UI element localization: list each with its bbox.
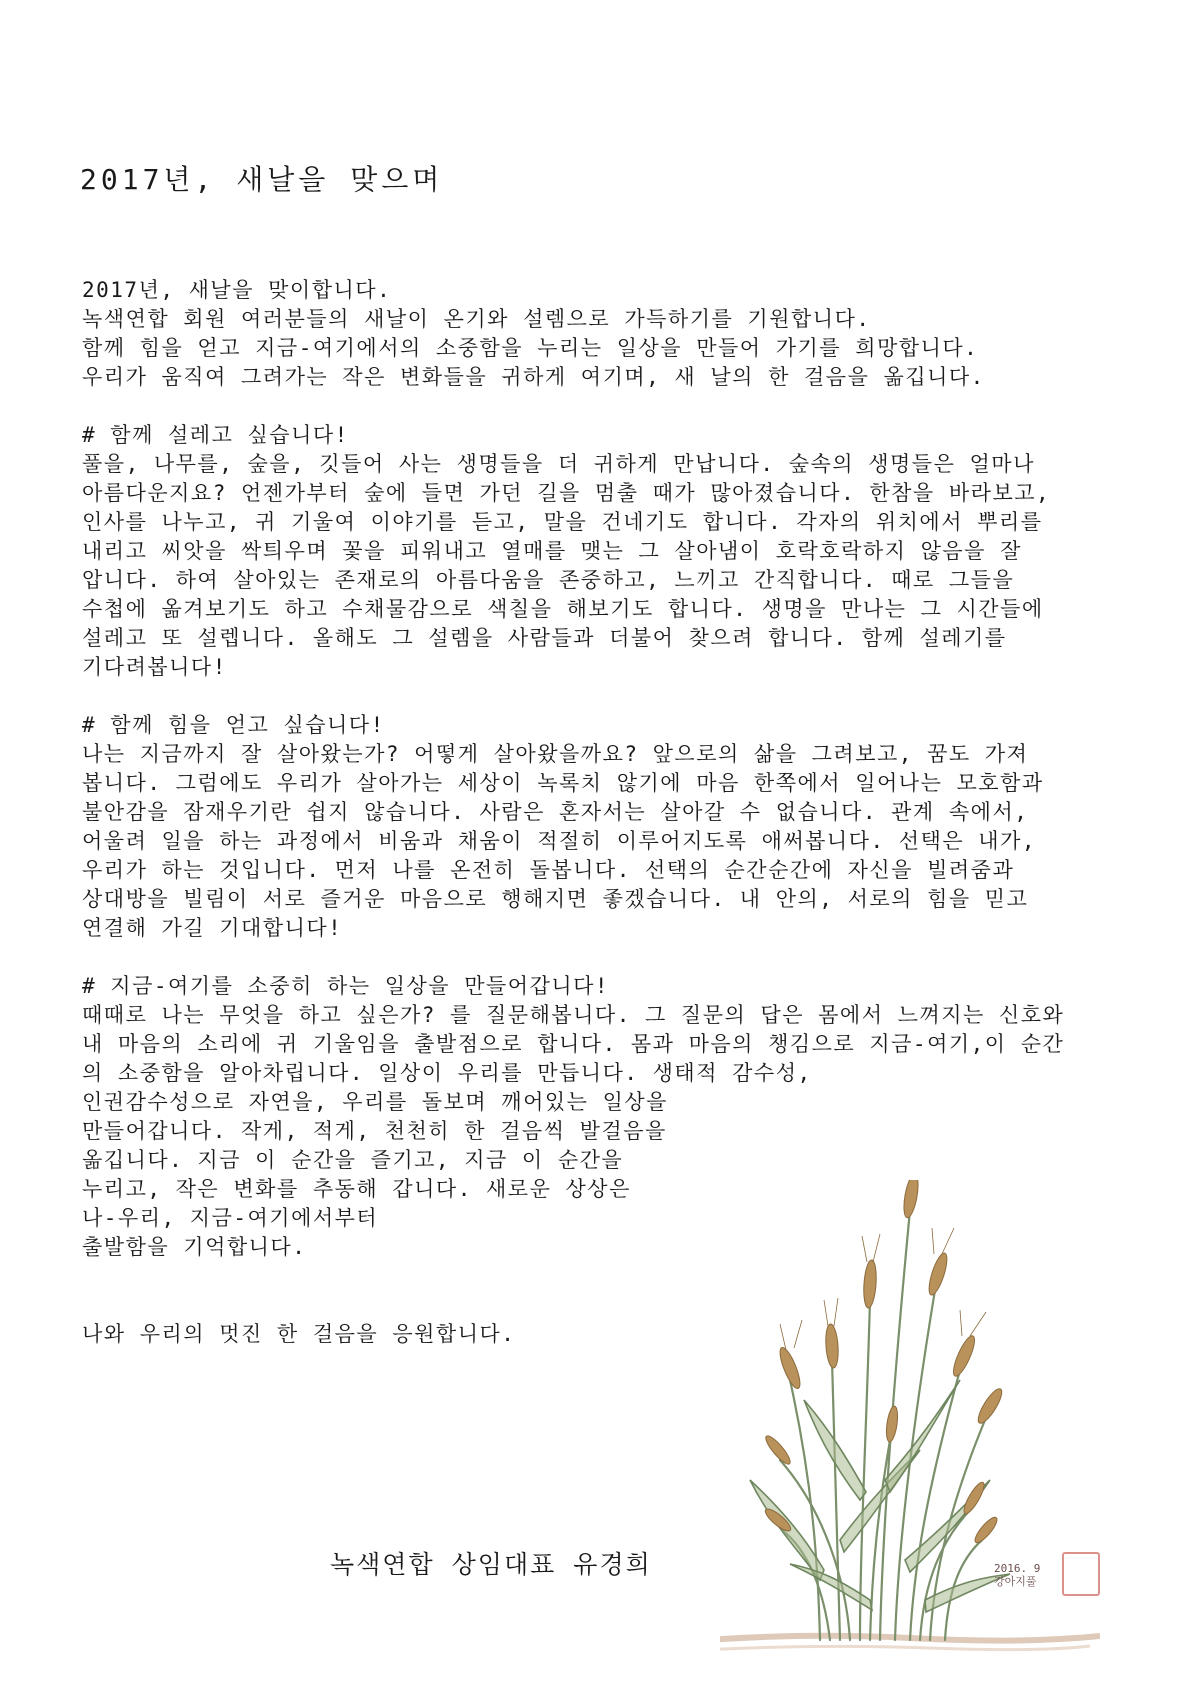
body-line: 압니다. 하여 살아있는 존재로의 아름다움을 존중하고, 느끼고 간직합니다. 때로 그들을 (82, 568, 1015, 592)
body-line: 풀을, 나무를, 숲을, 깃들어 사는 생명들을 더 귀하게 만납니다. 숲속의 생명들은 얼마나 (82, 452, 1035, 476)
body-line: 설레고 또 설렙니다. 올해도 그 설렘을 사람들과 더불어 찾으려 합니다. 함께 설레기를 (82, 626, 1007, 650)
body-line: 옮깁니다. 지금 이 순간을 즐기고, 지금 이 순간을 (82, 1148, 624, 1172)
body-line: 수첩에 옮겨보기도 하고 수채물감으로 색칠을 해보기도 합니다. 생명을 만나는 그 시간들에 (82, 597, 1044, 621)
section-heading: # 지금-여기를 소중히 하는 일상을 만들어갑니다! (82, 974, 610, 998)
letter-title: 2017년, 새날을 맞으며 (80, 163, 444, 196)
paragraph-gap (82, 392, 1142, 421)
signature-line: 녹색연합 상임대표 유경희 (330, 1550, 652, 1579)
body-line: 인사를 나누고, 귀 기울여 이야기를 듣고, 말을 건네기도 합니다. 각자의 위치에서 뿌리를 (82, 510, 1043, 534)
section-heading: # 함께 힘을 얻고 싶습니다! (82, 713, 385, 737)
paragraph-gap (82, 943, 1142, 972)
ground-stroke-2 (720, 1646, 1090, 1650)
body-line: 2017년, 새날을 맞이합니다. (82, 278, 392, 302)
body-line: 어울려 일을 하는 과정에서 비움과 채움이 적절히 이루어지도록 애써봅니다. 선택은 내가, (82, 829, 1037, 853)
body-line: 만들어갑니다. 작게, 적게, 천천히 한 걸음씩 발걸음을 (82, 1119, 667, 1143)
body-line: 나-우리, 지금-여기에서부터 (82, 1206, 379, 1230)
body-line: 기다려봅니다! (82, 655, 227, 679)
wheat-grass-illustration (720, 1180, 1100, 1660)
artist-seal-stamp (1062, 1552, 1100, 1596)
artist-note-name: 강아지풀 (994, 1575, 1037, 1588)
section-heading: # 함께 설레고 싶습니다! (82, 423, 349, 447)
body-line: 나는 지금까지 잘 살아왔는가? 어떻게 살아왔을까요? 앞으로의 삶을 그려보고, 꿈도 가져 (82, 742, 1029, 766)
body-line: 봅니다. 그럼에도 우리가 살아가는 세상이 녹록치 않기에 마음 한쪽에서 일어나는 모호함과 (82, 771, 1044, 795)
body-line: 내 마음의 소리에 귀 기울임을 출발점으로 합니다. 몸과 마음의 챙김으로 지금-여기,이 순간 (82, 1032, 1065, 1056)
body-line: 내리고 씨앗을 싹틔우며 꽃을 피워내고 열매를 맺는 그 살아냄이 호락호락하지 않음을 잘 (82, 539, 1022, 563)
body-line: 연결해 가길 기대합니다! (82, 916, 343, 940)
body-line: 함께 힘을 얻고 지금-여기에서의 소중함을 누리는 일상을 만들어 가기를 희망합니다. (82, 336, 979, 360)
artist-note-date: 2016. 9 (994, 1562, 1041, 1575)
body-line: 아름다운지요? 언젠가부터 숲에 들면 가던 길을 멈출 때가 많아졌습니다. 한참을 바라보고, (82, 481, 1051, 505)
body-line: 상대방을 빌림이 서로 즐거운 마음으로 행해지면 좋겠습니다. 내 안의, 서로의 힘을 믿고 (82, 887, 1029, 911)
grass-stems (780, 1210, 985, 1640)
body-line: 녹색연합 회원 여러분들의 새날이 온기와 설렘으로 가득하기를 기원합니다. (82, 307, 871, 331)
body-line: 출발함을 기억합니다. (82, 1235, 307, 1259)
body-line: 불안감을 잠재우기란 쉽지 않습니다. 사람은 혼자서는 살아갈 수 없습니다. 관계 속에서, (82, 800, 1029, 824)
body-line: 인권감수성으로 자연을, 우리를 돌보며 깨어있는 일상을 (82, 1090, 668, 1114)
body-line: 누리고, 작은 변화를 추동해 갑니다. 새로운 상상은 (82, 1177, 631, 1201)
body-line: 때때로 나는 무엇을 하고 싶은가? 를 질문해봅니다. 그 질문의 답은 몸에서 느껴지는 신호와 (82, 1003, 1065, 1027)
body-line: 우리가 움직여 그려가는 작은 변화들을 귀하게 여기며, 새 날의 한 걸음을 옮깁니다. (82, 365, 985, 389)
body-line: 우리가 하는 것입니다. 먼저 나를 온전히 돌봅니다. 선택의 순간순간에 자신을 빌려줌과 (82, 858, 1015, 882)
paragraph-gap (82, 682, 1142, 711)
body-line: 나와 우리의 멋진 한 걸음을 응원합니다. (82, 1322, 516, 1346)
artist-note (994, 1562, 1040, 1588)
wheat-awns (780, 1180, 986, 1350)
body-line: 의 소중함을 알아차립니다. 일상이 우리를 만듭니다. 생태적 감수성, (82, 1061, 812, 1085)
